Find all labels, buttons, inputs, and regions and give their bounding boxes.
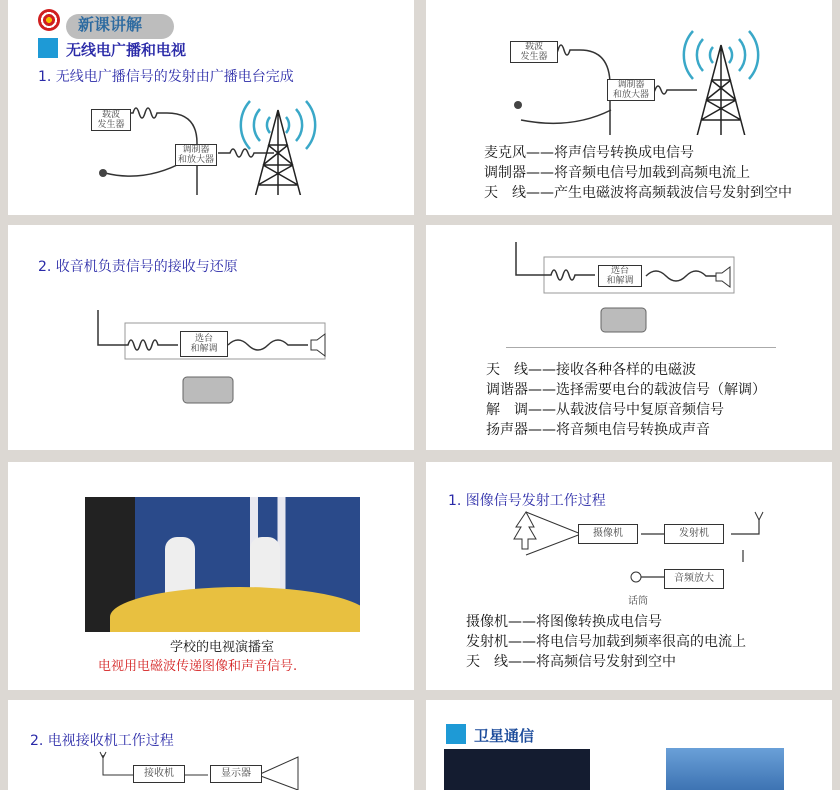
- divider: [506, 347, 776, 348]
- tuner-box: 选台 和解调: [598, 265, 642, 287]
- slide-4[interactable]: [426, 225, 832, 450]
- studio-photo: [85, 497, 360, 632]
- slide-5[interactable]: [8, 462, 414, 690]
- lesson-badge: 新课讲解: [78, 15, 143, 34]
- section-icon: [446, 724, 466, 744]
- carrier-generator-box: 载波 发生器: [91, 109, 131, 131]
- photo-caption: 学校的电视演播室: [170, 640, 275, 655]
- audio-amp-box: 音频放大: [664, 569, 724, 589]
- definition-line: 天 线——接收各种各样的电磁波: [486, 362, 696, 378]
- definition-line: 麦克风——将声信号转换成电信号: [484, 145, 694, 161]
- section-icon: [38, 38, 58, 58]
- tuner-box: 选台 和解调: [180, 331, 228, 357]
- slide-6[interactable]: [426, 462, 832, 690]
- camera-box: 摄像机: [578, 524, 638, 544]
- section-title: 无线电广播和电视: [66, 41, 187, 59]
- definition-line: 调谐器——选择需要电台的载波信号（解调）: [486, 382, 766, 398]
- slide-7[interactable]: [8, 700, 414, 790]
- section-title: 卫星通信: [474, 727, 535, 745]
- subtitle: 2. 收音机负责信号的接收与还原: [38, 259, 238, 275]
- receiver-box: 接收机: [133, 765, 185, 783]
- slide-1[interactable]: [8, 0, 414, 215]
- subtitle: 1. 无线电广播信号的发射由广播电台完成: [38, 69, 294, 85]
- carrier-generator-box: 载波 发生器: [510, 41, 558, 63]
- slide-3[interactable]: [8, 225, 414, 450]
- definition-list: [486, 360, 766, 440]
- slide-8[interactable]: [426, 700, 832, 790]
- display-box: 显示器: [210, 765, 262, 783]
- modulator-box: 调制器 和放大器: [175, 144, 217, 166]
- definition-line: 发射机——将电信号加载到频率很高的电流上: [466, 634, 746, 650]
- subtitle: 1. 图像信号发射工作过程: [448, 493, 606, 509]
- definition-line: 扬声器——将音频电信号转换成声音: [486, 422, 710, 438]
- subtitle: 2. 电视接收机工作过程: [30, 733, 174, 749]
- target-icon: [38, 9, 60, 31]
- dish-photo: [666, 748, 784, 790]
- slide-2[interactable]: [426, 0, 832, 215]
- definition-list: [484, 143, 792, 203]
- definition-line: 天 线——产生电磁波将高频载波信号发射到空中: [484, 185, 792, 201]
- definition-line: 调制器——将音频电信号加载到高频电流上: [484, 165, 750, 181]
- note: 电视用电磁波传递图像和声音信号.: [98, 659, 298, 674]
- transmitter-box: 发射机: [664, 524, 724, 544]
- definition-line: 摄像机——将图像转换成电信号: [466, 614, 662, 630]
- definition-line: 天 线——将高频信号发射到空中: [466, 654, 676, 670]
- definition-list: [466, 612, 746, 672]
- modulator-box: 调制器 和放大器: [607, 79, 655, 101]
- receiver-diagram: [511, 240, 771, 340]
- receiver-diagram: [93, 305, 373, 415]
- mic-label: 话筒: [628, 596, 648, 607]
- satellite-photo: [444, 749, 590, 790]
- definition-line: 解 调——从载波信号中复原音频信号: [486, 402, 724, 418]
